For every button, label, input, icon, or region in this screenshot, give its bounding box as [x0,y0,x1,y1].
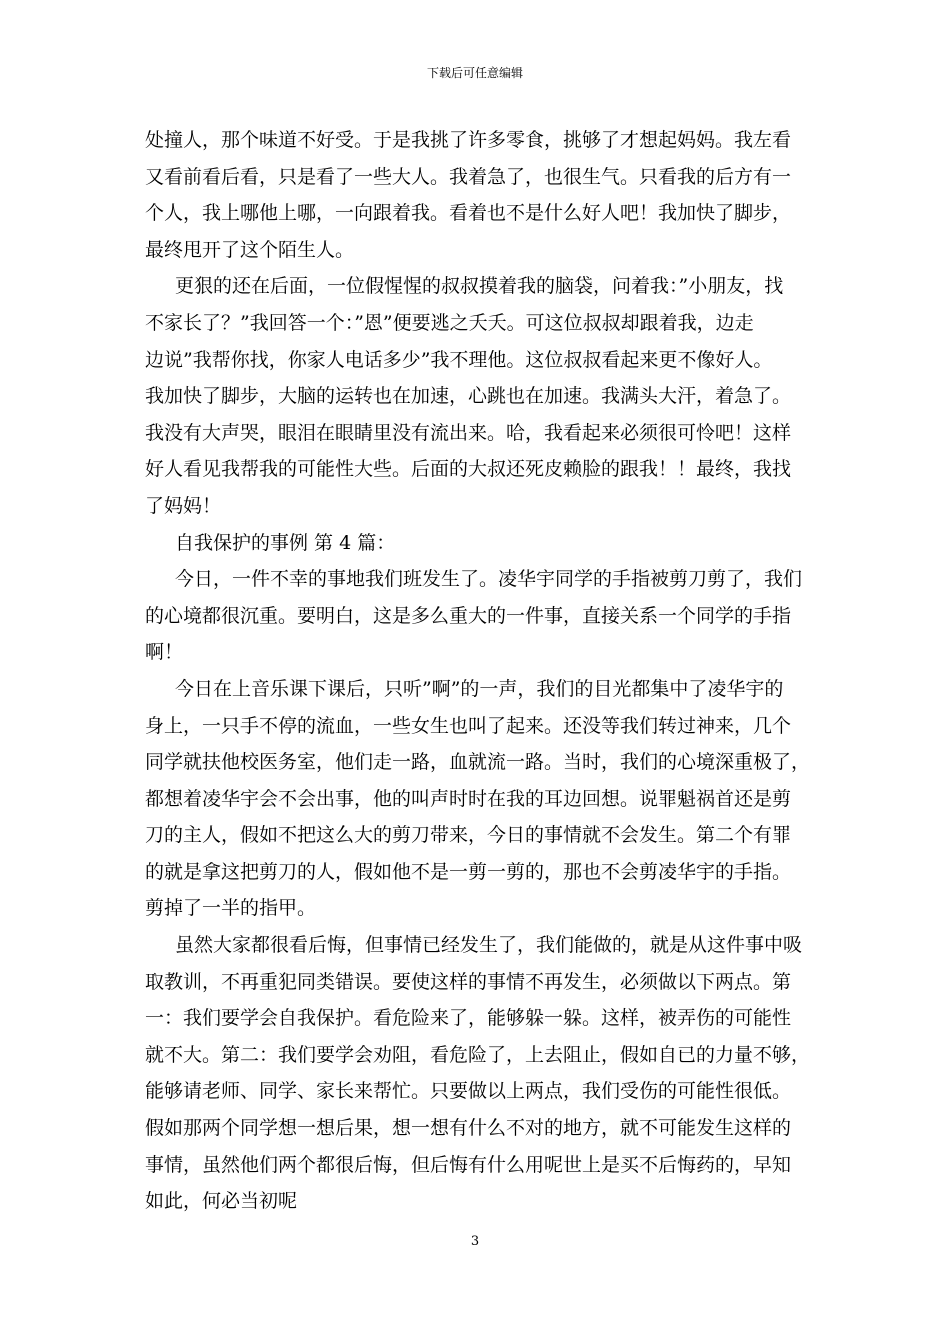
text-line: 虽然大家都很看后悔，但事情已经发生了，我们能做的，就是从这件事中吸 [175,934,803,957]
text-line: 自我保护的事例 第 4 篇： [175,531,396,554]
text-line: 事情，虽然他们两个都很后悔，但后悔有什么用呢世上是买不后悔药的，早知 [145,1153,792,1176]
text-line: 的心境都很沉重。要明白，这是多么重大的一件事，直接关系一个同学的手指 [145,604,792,627]
text-line: 身上，一只手不停的流血，一些女生也叫了起来。还没等我们转过神来，几个 [145,714,792,737]
text-line: 了妈妈！ [145,494,222,517]
text-line: 能够请老师、同学、家长来帮忙。只要做以上两点，我们受伤的可能性很低。 [145,1080,792,1103]
text-line: 个人，我上哪他上哪，一向跟着我。看着也不是什么好人吧！我加快了脚步， [145,202,792,225]
text-line: 处撞人，那个味道不好受。于是我挑了许多零食，挑够了才想起妈妈。我左看 [145,129,792,151]
text-line: 如此，何必当初呢 [145,1190,298,1213]
text-line: 又看前看后看，只是看了一些大人。我着急了，也很生气。只看我的后方有一 [145,165,792,188]
page-number: 3 [470,1234,480,1249]
text-line: 最终甩开了这个陌生人。 [145,238,355,261]
text-line: 我没有大声哭，眼泪在眼睛里没有流出来。哈，我看起来必须很可怜吧！这样 [145,421,792,444]
text-line: 剪掉了一半的指甲。 [145,897,317,920]
text-line: 更狠的还在后面，一位假惺惺的叔叔摸着我的脑袋，问着我：”小朋友，找 [175,275,784,298]
text-line: 好人看见我帮我的可能性大些。后面的大叔还死皮赖脸的跟我！！最终，我找 [145,458,792,481]
text-line: 不家长了？”我回答一个：”恩”便要逃之夭夭。可这位叔叔却跟着我，边走 [145,311,754,334]
text-line: 今日在上音乐课下课后，只听”啊”的一声，我们的目光都集中了凌华宇的 [175,677,784,700]
text-line: 同学就扶他校医务室，他们走一路，血就流一路。当时，我们的心境深重极了， [145,751,811,774]
text-line: 今日，一件不幸的事地我们班发生了。凌华宇同学的手指被剪刀剪了，我们 [175,568,803,591]
text-line: 的就是拿这把剪刀的人，假如他不是一剪一剪的，那也不会剪凌华宇的手指。 [145,860,792,883]
text-line: 都想着凌华宇会不会出事，他的叫声时时在我的耳边回想。说罪魁祸首还是剪 [145,787,792,810]
text-line: 啊！ [145,641,184,664]
text-line: 刀的主人，假如不把这么大的剪刀带来，今日的事情就不会发生。第二个有罪 [145,824,792,847]
text-line: 我加快了脚步，大脑的运转也在加速，心跳也在加速。我满头大汗，着急了。 [145,385,792,408]
text-line: 就不大。第二：我们要学会劝阻，看危险了，上去阻止，假如自已的力量不够， [145,1043,811,1066]
page-header: 下载后可任意编辑 [426,66,523,80]
document-body [145,122,817,1220]
text-line: 取教训，不再重犯同类错误。要使这样的事情不再发生，必须做以下两点。第 [145,970,792,993]
text-line: 一：我们要学会自我保护。看危险来了，能够躲一躲。这样，被弄伤的可能性 [145,1007,792,1030]
text-line: 边说”我帮你找，你家人电话多少”我不理他。这位叔叔看起来更不像好人。 [145,348,773,371]
text-line: 假如那两个同学想一想后果，想一想有什么不对的地方，就不可能发生这样的 [145,1117,792,1140]
